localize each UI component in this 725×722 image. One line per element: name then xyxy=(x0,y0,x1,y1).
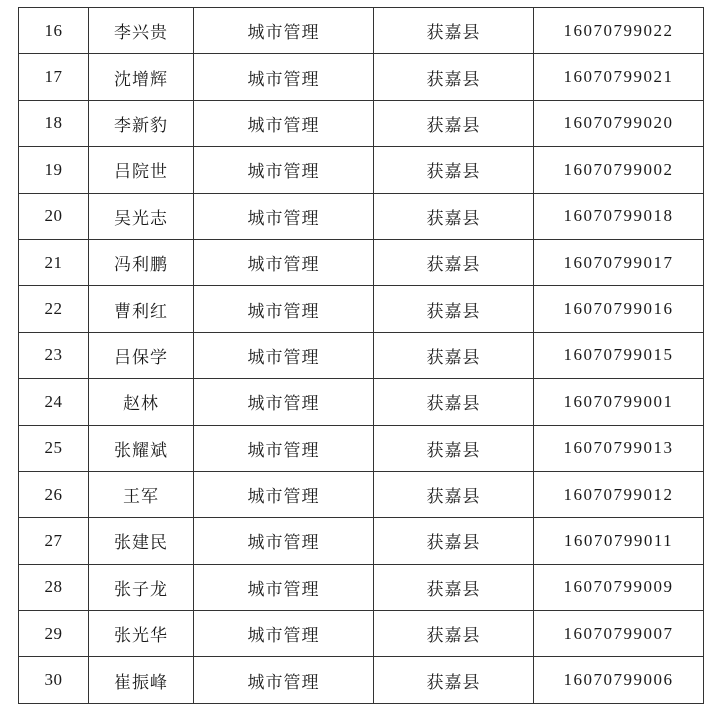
row-number: 24 xyxy=(19,379,89,425)
row-number: 25 xyxy=(19,425,89,471)
department: 城市管理 xyxy=(194,8,374,54)
table-row xyxy=(19,239,704,285)
table-row xyxy=(19,518,704,564)
person-name: 王军 xyxy=(89,471,194,517)
person-name: 曹利红 xyxy=(89,286,194,332)
row-number: 23 xyxy=(19,332,89,378)
row-number: 28 xyxy=(19,564,89,610)
row-number: 19 xyxy=(19,147,89,193)
row-number: 16 xyxy=(19,8,89,54)
table-row xyxy=(19,332,704,378)
phone-number: 16070799007 xyxy=(534,611,704,657)
table-row xyxy=(19,564,704,610)
phone-number: 16070799015 xyxy=(534,332,704,378)
phone-number: 16070799018 xyxy=(534,193,704,239)
person-name: 沈增辉 xyxy=(89,54,194,100)
table-row xyxy=(19,286,704,332)
phone-number: 16070799021 xyxy=(534,54,704,100)
department: 城市管理 xyxy=(194,611,374,657)
county: 获嘉县 xyxy=(374,54,534,100)
table-row xyxy=(19,379,704,425)
phone-number: 16070799017 xyxy=(534,239,704,285)
table-row xyxy=(19,100,704,146)
department: 城市管理 xyxy=(194,518,374,564)
department: 城市管理 xyxy=(194,564,374,610)
person-name: 张子龙 xyxy=(89,564,194,610)
row-number: 17 xyxy=(19,54,89,100)
person-name: 吕院世 xyxy=(89,147,194,193)
person-name: 李兴贵 xyxy=(89,8,194,54)
phone-number: 16070799001 xyxy=(534,379,704,425)
county: 获嘉县 xyxy=(374,193,534,239)
phone-number: 16070799016 xyxy=(534,286,704,332)
person-name: 吕保学 xyxy=(89,332,194,378)
row-number: 27 xyxy=(19,518,89,564)
table-body xyxy=(19,8,704,704)
department: 城市管理 xyxy=(194,286,374,332)
department: 城市管理 xyxy=(194,425,374,471)
county: 获嘉县 xyxy=(374,8,534,54)
row-number: 18 xyxy=(19,100,89,146)
phone-number: 16070799013 xyxy=(534,425,704,471)
phone-number: 16070799020 xyxy=(534,100,704,146)
department: 城市管理 xyxy=(194,471,374,517)
department: 城市管理 xyxy=(194,147,374,193)
table-row xyxy=(19,193,704,239)
phone-number: 16070799009 xyxy=(534,564,704,610)
personnel-table xyxy=(18,7,704,704)
row-number: 20 xyxy=(19,193,89,239)
county: 获嘉县 xyxy=(374,100,534,146)
person-name: 赵林 xyxy=(89,379,194,425)
county: 获嘉县 xyxy=(374,425,534,471)
county: 获嘉县 xyxy=(374,239,534,285)
table-row xyxy=(19,425,704,471)
row-number: 21 xyxy=(19,239,89,285)
county: 获嘉县 xyxy=(374,611,534,657)
county: 获嘉县 xyxy=(374,147,534,193)
county: 获嘉县 xyxy=(374,657,534,703)
person-name: 张光华 xyxy=(89,611,194,657)
person-name: 李新豹 xyxy=(89,100,194,146)
phone-number: 16070799006 xyxy=(534,657,704,703)
phone-number: 16070799012 xyxy=(534,471,704,517)
table-row xyxy=(19,471,704,517)
table-row xyxy=(19,611,704,657)
table-row xyxy=(19,8,704,54)
county: 获嘉县 xyxy=(374,379,534,425)
person-name: 冯利鹏 xyxy=(89,239,194,285)
phone-number: 16070799022 xyxy=(534,8,704,54)
table-row xyxy=(19,147,704,193)
person-name: 张耀斌 xyxy=(89,425,194,471)
row-number: 22 xyxy=(19,286,89,332)
county: 获嘉县 xyxy=(374,286,534,332)
person-name: 崔振峰 xyxy=(89,657,194,703)
row-number: 26 xyxy=(19,471,89,517)
phone-number: 16070799002 xyxy=(534,147,704,193)
table-row xyxy=(19,657,704,703)
row-number: 29 xyxy=(19,611,89,657)
department: 城市管理 xyxy=(194,332,374,378)
phone-number: 16070799011 xyxy=(534,518,704,564)
person-name: 吴光志 xyxy=(89,193,194,239)
department: 城市管理 xyxy=(194,54,374,100)
department: 城市管理 xyxy=(194,379,374,425)
county: 获嘉县 xyxy=(374,518,534,564)
table-row xyxy=(19,54,704,100)
county: 获嘉县 xyxy=(374,564,534,610)
county: 获嘉县 xyxy=(374,471,534,517)
row-number: 30 xyxy=(19,657,89,703)
person-name: 张建民 xyxy=(89,518,194,564)
department: 城市管理 xyxy=(194,239,374,285)
county: 获嘉县 xyxy=(374,332,534,378)
department: 城市管理 xyxy=(194,657,374,703)
department: 城市管理 xyxy=(194,193,374,239)
department: 城市管理 xyxy=(194,100,374,146)
